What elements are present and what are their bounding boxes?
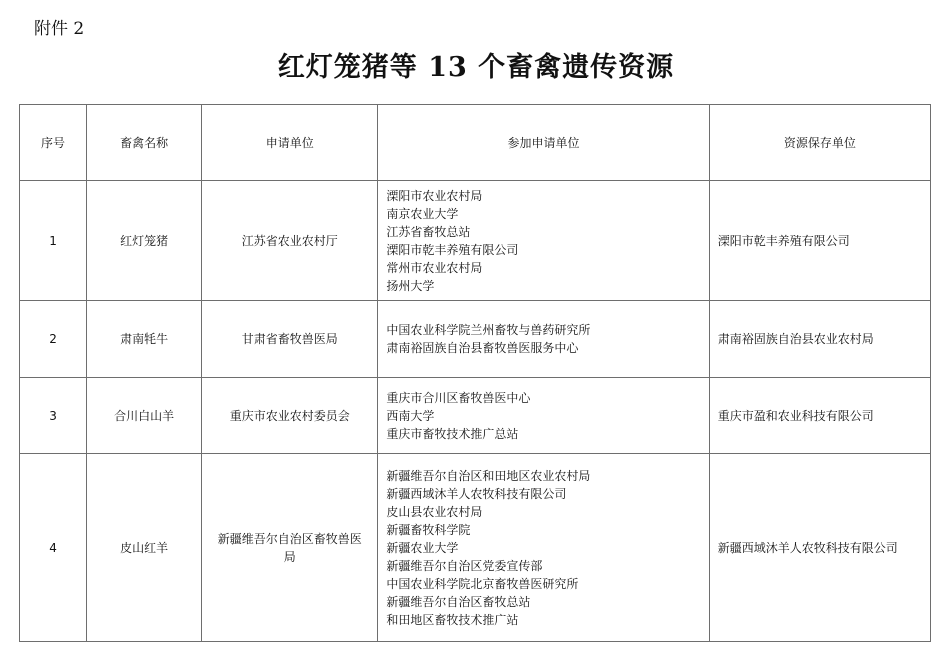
breed-name: 肃南牦牛 [87,301,202,378]
row-number: 3 [20,378,87,454]
participant: 溧阳市乾丰养殖有限公司 [386,242,519,257]
participant: 新疆维吾尔自治区畜牧总站 [386,594,531,609]
participant: 新疆西域沐羊人农牧科技有限公司 [386,486,567,501]
header-breed-name: 畜禽名称 [87,105,202,181]
applicant: 重庆市农业农村委员会 [202,378,378,454]
header-serial-number: 序号 [20,105,87,181]
table-row [20,181,931,301]
keeper: 肃南裕固族自治县农业农村局 [709,301,930,378]
participant: 新疆畜牧科学院 [386,522,471,537]
applicant: 甘肃省畜牧兽医局 [202,301,378,378]
table-row [20,378,931,454]
participant: 西南大学 [386,408,435,423]
header-participants: 参加申请单位 [378,105,709,181]
keeper: 新疆西域沐羊人农牧科技有限公司 [709,454,930,642]
attachment-label: 附件 2 [34,19,85,39]
participants [378,378,709,454]
row-number: 2 [20,301,87,378]
participant: 重庆市合川区畜牧兽医中心 [386,390,531,405]
breed-name: 皮山红羊 [87,454,202,642]
participant: 江苏省畜牧总站 [386,224,471,239]
participant: 南京农业大学 [386,206,459,221]
participant: 中国农业科学院北京畜牧兽医研究所 [386,576,579,591]
table-row [20,454,931,642]
participants [378,454,709,642]
participants [378,181,709,301]
participant: 扬州大学 [386,278,435,293]
applicant: 江苏省农业农村厅 [202,181,378,301]
row-number: 1 [20,181,87,301]
breed-name: 合川白山羊 [87,378,202,454]
table-row [20,301,931,378]
participant: 新疆维吾尔自治区和田地区农业农村局 [386,468,591,483]
participant: 和田地区畜牧技术推广站 [386,612,519,627]
participant: 中国农业科学院兰州畜牧与兽药研究所 [386,323,591,337]
page-title: 红灯笼猪等 13 个畜禽遗传资源 [277,52,675,83]
participant: 常州市农业农村局 [386,260,483,275]
header-keeper: 资源保存单位 [709,105,930,181]
participants [378,301,709,378]
keeper: 溧阳市乾丰养殖有限公司 [709,181,930,301]
participant: 肃南裕固族自治县畜牧兽医服务中心 [386,341,579,355]
keeper: 重庆市盈和农业科技有限公司 [709,378,930,454]
applicant: 新疆维吾尔自治区畜牧兽医局 [202,454,378,642]
participant: 重庆市畜牧技术推广总站 [386,426,519,441]
participant: 新疆维吾尔自治区党委宣传部 [386,558,543,573]
header-applicant: 申请单位 [202,105,378,181]
breed-name: 红灯笼猪 [87,181,202,301]
participant: 皮山县农业农村局 [386,504,483,519]
resource-table [19,104,931,642]
participant: 新疆农业大学 [386,540,459,555]
participant: 溧阳市农业农村局 [386,188,483,203]
table-header-row [20,105,931,181]
row-number: 4 [20,454,87,642]
